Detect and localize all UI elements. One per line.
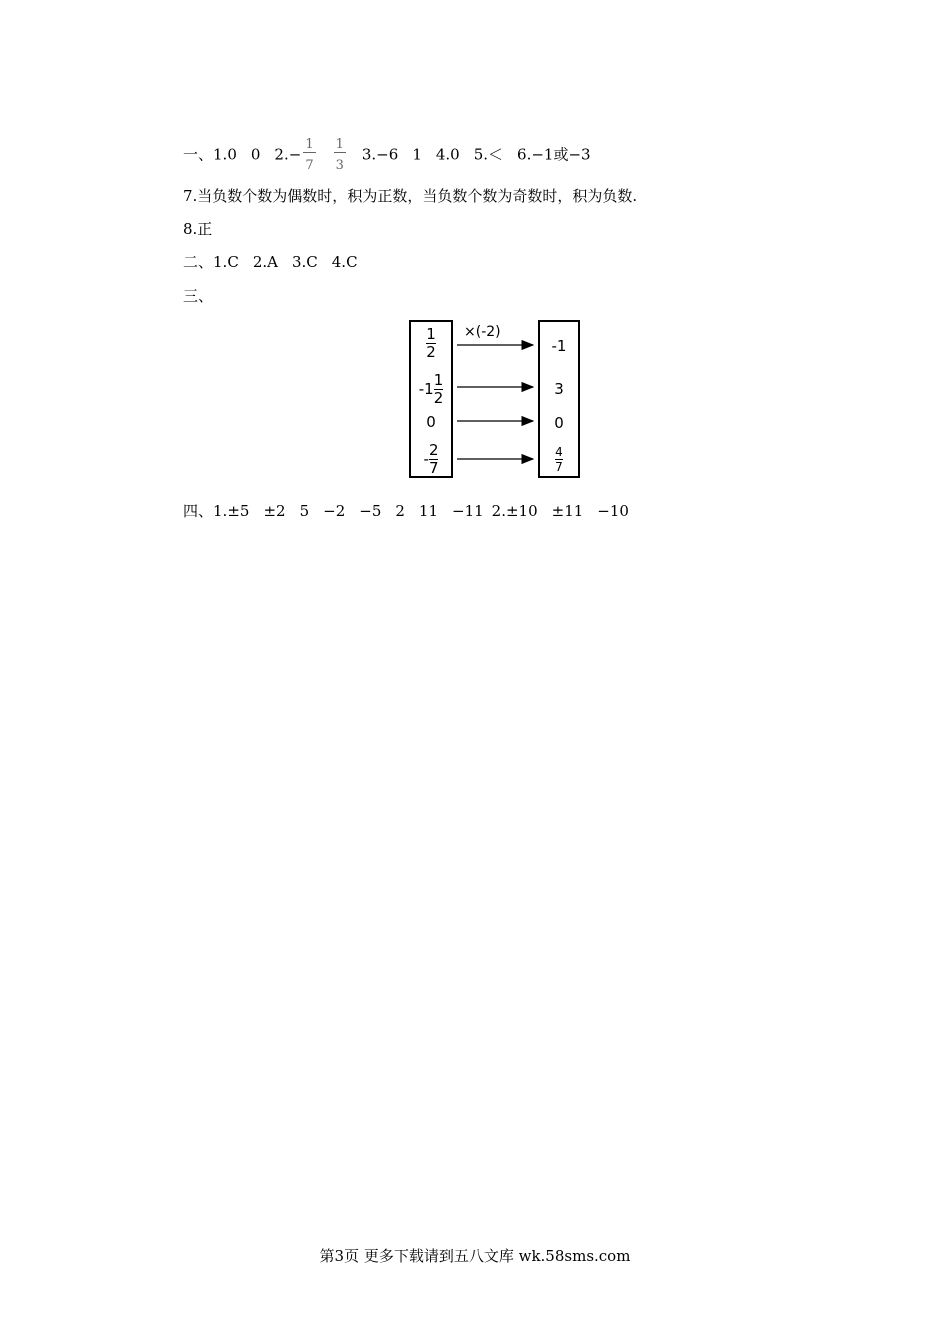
answer-line-1 — [183, 138, 591, 173]
q7-answer: 7.当负数个数为偶数时，积为正数，当负数个数为奇数时，积为负数. — [183, 187, 638, 205]
input-one-half: 1 2 — [426, 324, 436, 361]
output-four-sevenths: 4 7 — [555, 444, 563, 474]
s4-q1-a6: 2 — [395, 502, 405, 520]
s2-answer-4: 4.C — [331, 253, 358, 271]
q3-answer-2: 1 — [412, 145, 422, 164]
q4-answer: 4.0 — [435, 145, 460, 164]
input-neg-one-and-half: -1 1 2 — [418, 370, 444, 407]
operation-label: ×(-2) — [464, 324, 501, 340]
q1-answer-2: 0 — [250, 145, 261, 164]
section-2-line — [183, 252, 358, 272]
s4-q1-a8: −11 — [452, 502, 484, 520]
s4-q1-a5: −5 — [359, 502, 382, 520]
output-three: 3 — [554, 380, 564, 398]
section-4-line — [183, 501, 629, 521]
s4-q1-a4: −2 — [323, 502, 346, 520]
q6-answer: 6.−1或−3 — [517, 145, 591, 164]
s4-q2: 2.±10 — [491, 502, 538, 520]
s4-q1-a3: 5 — [299, 502, 310, 520]
section-1-label: 一、 — [183, 145, 214, 164]
s2-answer-1: 1.C — [213, 253, 239, 271]
s4-q2-a3: −10 — [597, 502, 629, 520]
section-3-label: 三、 — [183, 287, 214, 305]
fraction-neg-one-seventh: $\frac{1}{7}$ — [305, 137, 314, 173]
page-footer: 第3页 更多下载请到五八文库 wk.58sms.com — [319, 1247, 631, 1265]
s4-q1: 1.±5 — [213, 502, 250, 520]
section-4-label: 四、 — [183, 502, 214, 520]
output-neg-one: -1 — [551, 337, 567, 355]
s2-answer-2: 2.A — [252, 253, 278, 271]
mapping-diagram — [409, 318, 584, 480]
q8-answer: 8.正 — [183, 220, 213, 238]
s4-q1-a2: ±2 — [263, 502, 286, 520]
fraction-one-third: $\frac{1}{3}$ — [335, 137, 344, 173]
s4-q2-a2: ±11 — [551, 502, 584, 520]
input-zero: 0 — [426, 413, 436, 431]
s4-q1-a7: 11 — [418, 502, 439, 520]
input-neg-two-sevenths: - 2 7 — [423, 440, 439, 477]
s2-answer-3: 3.C — [291, 253, 318, 271]
output-zero: 0 — [554, 414, 564, 432]
q1-answer: 1.0 — [213, 145, 237, 164]
q3-answer: 3.−6 — [361, 145, 399, 164]
section-2-label: 二、 — [183, 253, 214, 271]
q5-answer: 5.＜ — [473, 145, 504, 164]
q2-answer: 2.− — [274, 145, 302, 164]
